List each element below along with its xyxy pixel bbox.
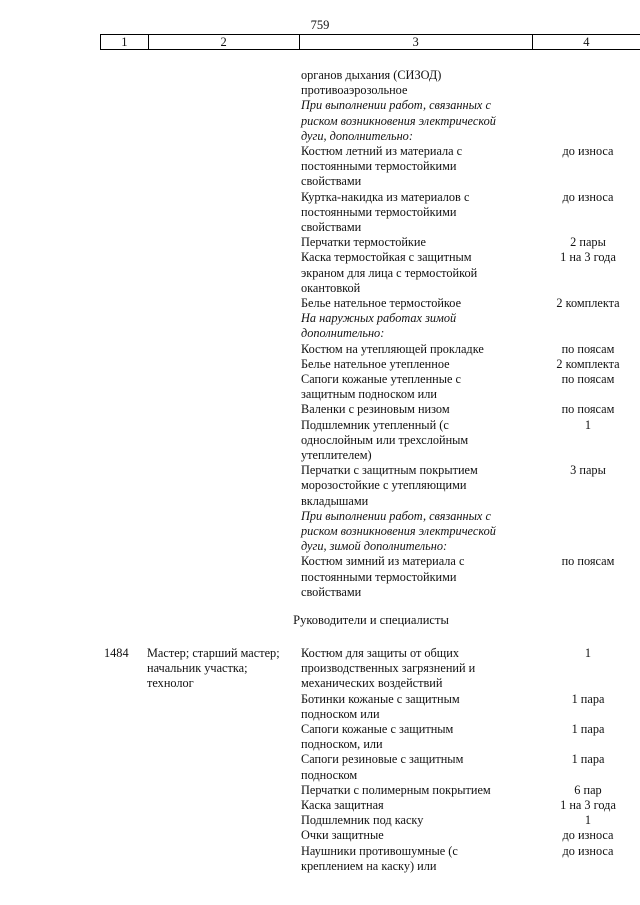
item-norm: 1: [584, 417, 592, 432]
item-norm: до износа: [562, 189, 614, 204]
item-norm: 1 на 3 года: [560, 250, 616, 265]
page-number: 759: [310, 18, 330, 32]
column-header-1: 1: [101, 35, 149, 50]
item-note: На наружных работах зимой дополнительно:: [301, 311, 457, 341]
item-norm: 2 комплекта: [556, 296, 620, 310]
item-norm: до износа: [562, 144, 614, 158]
item-norm: 1: [584, 813, 592, 828]
item-name: Подшлемник утепленный (с однослойным или трехслойным утеплителем): [301, 417, 469, 462]
item-norm: 2 пары: [570, 235, 606, 250]
item-name: Белье нательное утепленное: [301, 356, 450, 371]
item-norm: до износа: [562, 843, 614, 858]
item-name: Белье нательное термостойкое: [301, 296, 462, 310]
item-name: Подшлемник под каску: [301, 813, 424, 828]
item-norm: 2 комплекта: [556, 356, 620, 371]
item-name: Наушники противошумные (с креплением на каску) или: [301, 843, 458, 873]
item-name: Костюм зимний из материала с постоянными термостойкими свойствами: [301, 554, 465, 599]
item-note: При выполнении работ, связанных с риском возникновения электрической дуги, дополнительно:: [301, 98, 496, 143]
entry-number: 1484: [104, 646, 129, 660]
item-name: Каска термостойкая с защитным экраном для лица с термостойкой окантовкой: [301, 250, 478, 295]
item-name: Костюм летний из материала с постоянными термостойкими свойствами: [301, 144, 463, 189]
item-name: Костюм на утепляющей прокладке: [301, 341, 484, 356]
column-header-table: [100, 34, 640, 50]
item-name: Костюм для защиты от общих производственных загрязнений и механических воздействий: [301, 646, 476, 691]
item-name: Перчатки с защитным покрытием морозостойкие с утепляющими вкладышами: [301, 463, 478, 508]
section-title: Руководители и специалисты: [293, 613, 449, 627]
item-name: Сапоги кожаные утепленные с защитным подноском или: [301, 372, 462, 402]
column-header-3: 3: [299, 35, 532, 50]
item-norm: по поясам: [561, 402, 615, 417]
item-name: Перчатки термостойкие: [301, 235, 426, 250]
item-name: Сапоги резиновые с защитным подноском: [301, 752, 464, 782]
item-norm: 1 на 3 года: [560, 798, 616, 812]
item-norm: 1 пара: [571, 722, 605, 736]
item-norm: до износа: [562, 828, 614, 843]
item-norm: по поясам: [561, 372, 615, 386]
item-name: Сапоги кожаные с защитным подноском, или: [301, 722, 454, 752]
item-name: Каска защитная: [301, 798, 384, 812]
item-name: Валенки с резиновым низом: [301, 402, 450, 417]
item-norm: по поясам: [561, 341, 615, 356]
item-name: Ботинки кожаные с защитным подноском или: [301, 691, 460, 721]
item-name: Куртка-накидка из материалов с постоянными термостойкими свойствами: [301, 189, 470, 234]
item-name: органов дыхания (СИЗОД) противоаэрозольное: [301, 68, 442, 98]
item-norm: 1 пара: [571, 691, 605, 706]
item-norm: 1: [584, 646, 592, 660]
column-header-4: 4: [532, 35, 640, 50]
item-note: При выполнении работ, связанных с риском возникновения электрической дуги, зимой дополнительно:: [301, 508, 496, 554]
entry-profession: Мастер; старший мастер; начальник участка; технолог: [147, 646, 280, 691]
item-norm: 3 пары: [570, 463, 606, 478]
column-header-2: 2: [148, 35, 299, 50]
item-norm: по поясам: [561, 554, 615, 569]
item-norm: 6 пар: [574, 782, 602, 797]
item-norm: 1 пара: [571, 752, 605, 767]
item-name: Очки защитные: [301, 828, 384, 843]
item-name: Перчатки с полимерным покрытием: [301, 782, 491, 797]
